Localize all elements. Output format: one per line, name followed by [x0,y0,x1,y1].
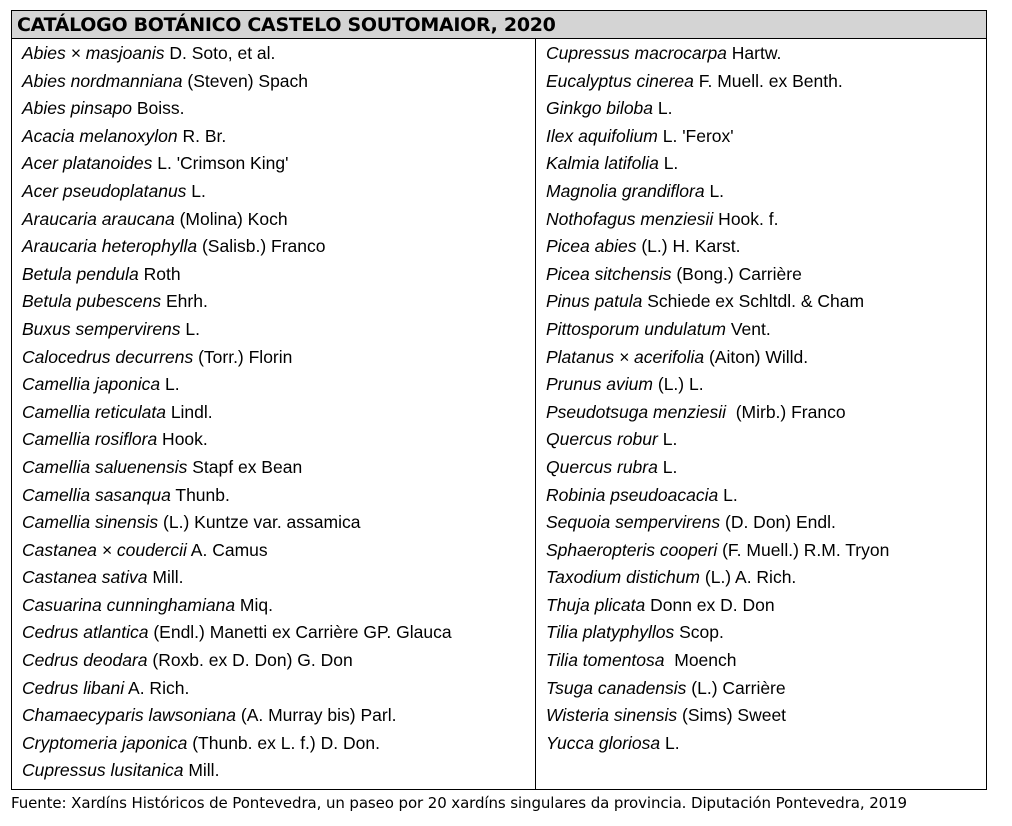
species-authority: Hartw. [726,43,782,63]
species-entry [546,454,986,482]
species-authority: Moench [664,650,737,671]
species-scientific-name: Camellia sinensis [22,512,159,533]
species-authority: (Salisb.) Franco [197,236,326,257]
species-authority: (L.) Carrière [686,677,786,698]
species-entry [22,95,535,123]
species-authority: (Steven) Spach [182,70,309,91]
species-authority: (Bong.) Carrière [671,263,802,284]
species-entry [22,123,535,151]
species-authority: Hook. f. [713,208,779,229]
species-authority: A. Camus [186,539,268,560]
species-entry [22,316,535,344]
species-authority: Lindl. [165,401,213,422]
species-scientific-name: Sequoia sempervirens [546,512,721,533]
species-entry [546,344,986,372]
species-entry [22,454,535,482]
species-scientific-name: Robinia pseudoacacia [546,484,719,505]
species-scientific-name: Betula pendula [22,263,139,284]
species-scientific-name: Quercus robur [546,429,658,450]
source-footnote: Fuente: Xardíns Históricos de Pontevedra, un paseo por 20 xardíns singulares da provincia. Diputación Pontevedra, 2019 [11,794,907,812]
species-scientific-name: Picea abies [546,236,637,257]
species-authority: Thunb. [170,484,230,505]
species-entry [22,233,535,261]
species-authority: L. [704,180,725,201]
species-entry [22,675,535,703]
species-authority: L. [180,318,201,339]
species-scientific-name: Prunus avium [546,374,653,395]
species-authority: Ehrh. [161,291,208,312]
species-authority: (Roxb. ex D. Don) G. Don [147,650,353,671]
species-authority: R. Br. [177,125,227,146]
species-scientific-name: Pseudotsuga menziesii [546,401,726,422]
species-scientific-name: Calocedrus decurrens [22,346,194,367]
species-authority: (Sims) Sweet [677,705,787,726]
species-entry [546,509,986,537]
species-entry [546,564,986,592]
species-scientific-name: Acer platanoides [22,153,153,174]
species-authority: L. [660,732,680,753]
species-scientific-name: Acacia melanoxylon [22,125,178,146]
species-entry [22,426,535,454]
species-scientific-name: Cryptomeria japonica [22,732,188,753]
species-entry [546,399,986,427]
species-authority: Scop. [674,622,724,643]
species-scientific-name: Camellia saluenensis [22,456,188,477]
species-scientific-name: Wisteria sinensis [546,705,678,726]
species-authority: L. 'Ferox' [657,125,734,146]
species-entry [546,68,986,96]
species-entry [546,537,986,565]
species-entry [546,40,986,68]
species-entry [546,316,986,344]
species-entry [22,150,535,178]
species-entry [22,537,535,565]
species-scientific-name: Abies nordmanniana [22,70,183,91]
species-authority: Hook. [157,429,208,450]
species-scientific-name: Castanea × coudercii [22,539,187,560]
species-entry [22,206,535,234]
species-scientific-name: Cedrus atlantica [22,622,149,643]
species-authority: (Thunb. ex L. f.) D. Don. [187,732,380,753]
species-column-left [12,39,536,789]
species-authority: (A. Murray bis) Parl. [236,705,397,726]
species-entry [546,178,986,206]
species-entry [546,233,986,261]
species-entry [22,399,535,427]
species-authority: Donn ex D. Don [645,594,775,615]
species-authority: (Endl.) Manetti ex Carrière GP. Glauca [148,622,452,643]
species-scientific-name: Nothofagus menziesii [546,208,714,229]
species-scientific-name: Abies pinsapo [22,98,132,119]
species-entry [546,592,986,620]
species-entry [546,702,986,730]
species-scientific-name: Quercus rubra [546,456,658,477]
species-entry [22,592,535,620]
species-entry [546,123,986,151]
species-authority: L. [186,180,206,201]
species-authority: (F. Muell.) R.M. Tryon [717,539,890,560]
species-scientific-name: Camellia reticulata [22,401,166,422]
species-scientific-name: Buxus sempervirens [22,318,181,339]
species-scientific-name: Cupressus lusitanica [22,760,184,781]
species-entry [22,509,535,537]
species-authority: (L.) L. [653,374,704,395]
species-entry [546,95,986,123]
species-scientific-name: Betula pubescens [22,291,162,312]
species-authority: F. Muell. ex Benth. [693,70,843,91]
species-entry [546,619,986,647]
species-authority: L. [657,456,678,477]
species-entry [546,482,986,510]
species-entry [22,482,535,510]
species-authority: Miq. [235,594,273,615]
species-scientific-name: Tilia tomentosa [546,650,665,671]
species-entry [546,371,986,399]
species-entry [22,619,535,647]
species-authority: (L.) H. Karst. [636,236,741,257]
species-scientific-name: Thuja plicata [546,594,646,615]
species-scientific-name: Pittosporum undulatum [546,318,726,339]
catalog-table [11,10,987,790]
species-columns [12,39,986,789]
species-authority: L. 'Crimson King' [152,153,289,174]
species-scientific-name: Kalmia latifolia [546,153,659,174]
species-authority: A. Rich. [124,677,190,698]
species-column-right [536,39,986,789]
species-authority: Roth [138,263,181,284]
species-entry [22,178,535,206]
species-scientific-name: Eucalyptus cinerea [546,70,694,91]
species-scientific-name: Sphaeropteris cooperi [546,539,718,560]
species-entry [22,371,535,399]
species-scientific-name: Araucaria heterophylla [22,236,198,257]
species-scientific-name: Taxodium distichum [546,567,701,588]
species-scientific-name: Ginkgo biloba [546,98,654,119]
species-authority: (Torr.) Florin [193,346,293,367]
species-entry [22,288,535,316]
species-scientific-name: Araucaria araucana [22,208,175,229]
species-authority: D. Soto, et al. [164,43,276,63]
catalog-title: CATÁLOGO BOTÁNICO CASTELO SOUTOMAIOR, 2020 [12,11,986,39]
species-entry [22,730,535,758]
species-entry [22,564,535,592]
species-scientific-name: Abies × masjoanis [22,43,165,63]
species-authority: Boiss. [131,98,185,119]
species-authority: L. [658,153,679,174]
species-entry [22,757,535,785]
species-scientific-name: Yucca gloriosa [546,732,661,753]
species-scientific-name: Tsuga canadensis [546,677,687,698]
species-scientific-name: Casuarina cunninghamiana [22,594,236,615]
species-entry [546,730,986,758]
species-scientific-name: Magnolia grandiflora [546,180,705,201]
species-authority: (Molina) Koch [174,208,288,229]
species-entry [22,702,535,730]
species-scientific-name: Camellia rosiflora [22,429,158,450]
species-entry [546,150,986,178]
species-entry [22,647,535,675]
species-scientific-name: Camellia sasanqua [22,484,171,505]
species-authority: Mill. [147,567,184,588]
species-entry [546,647,986,675]
species-authority: (D. Don) Endl. [720,512,836,533]
species-authority: (Mirb.) Franco [725,401,846,422]
species-authority: L. [657,429,678,450]
species-entry [546,261,986,289]
species-authority: L. [160,374,180,395]
species-entry [22,68,535,96]
species-scientific-name: Picea sitchensis [546,263,672,284]
species-scientific-name: Acer pseudoplatanus [22,180,187,201]
species-entry [546,206,986,234]
species-scientific-name: Pinus patula [546,291,643,312]
species-authority: Mill. [183,760,220,781]
species-entry [22,261,535,289]
species-entry [22,344,535,372]
species-entry [546,288,986,316]
species-scientific-name: Cupressus macrocarpa [546,43,727,63]
species-authority: (L.) A. Rich. [700,567,797,588]
species-authority: (Aiton) Willd. [704,346,809,367]
species-scientific-name: Castanea sativa [22,567,148,588]
species-scientific-name: Tilia platyphyllos [546,622,675,643]
species-entry [546,426,986,454]
species-scientific-name: Camellia japonica [22,374,161,395]
species-scientific-name: Cedrus deodara [22,650,148,671]
species-authority: Stapf ex Bean [187,456,303,477]
species-authority: Vent. [725,318,771,339]
species-authority: (L.) Kuntze var. assamica [158,512,361,533]
species-authority: L. [718,484,738,505]
species-entry [546,675,986,703]
species-authority: L. [653,98,673,119]
species-scientific-name: Ilex aquifolium [546,125,658,146]
species-scientific-name: Cedrus libani [22,677,125,698]
species-entry [22,40,535,68]
species-scientific-name: Chamaecyparis lawsoniana [22,705,236,726]
species-scientific-name: Platanus × acerifolia [546,346,705,367]
species-authority: Schiede ex Schltdl. & Cham [642,291,865,312]
